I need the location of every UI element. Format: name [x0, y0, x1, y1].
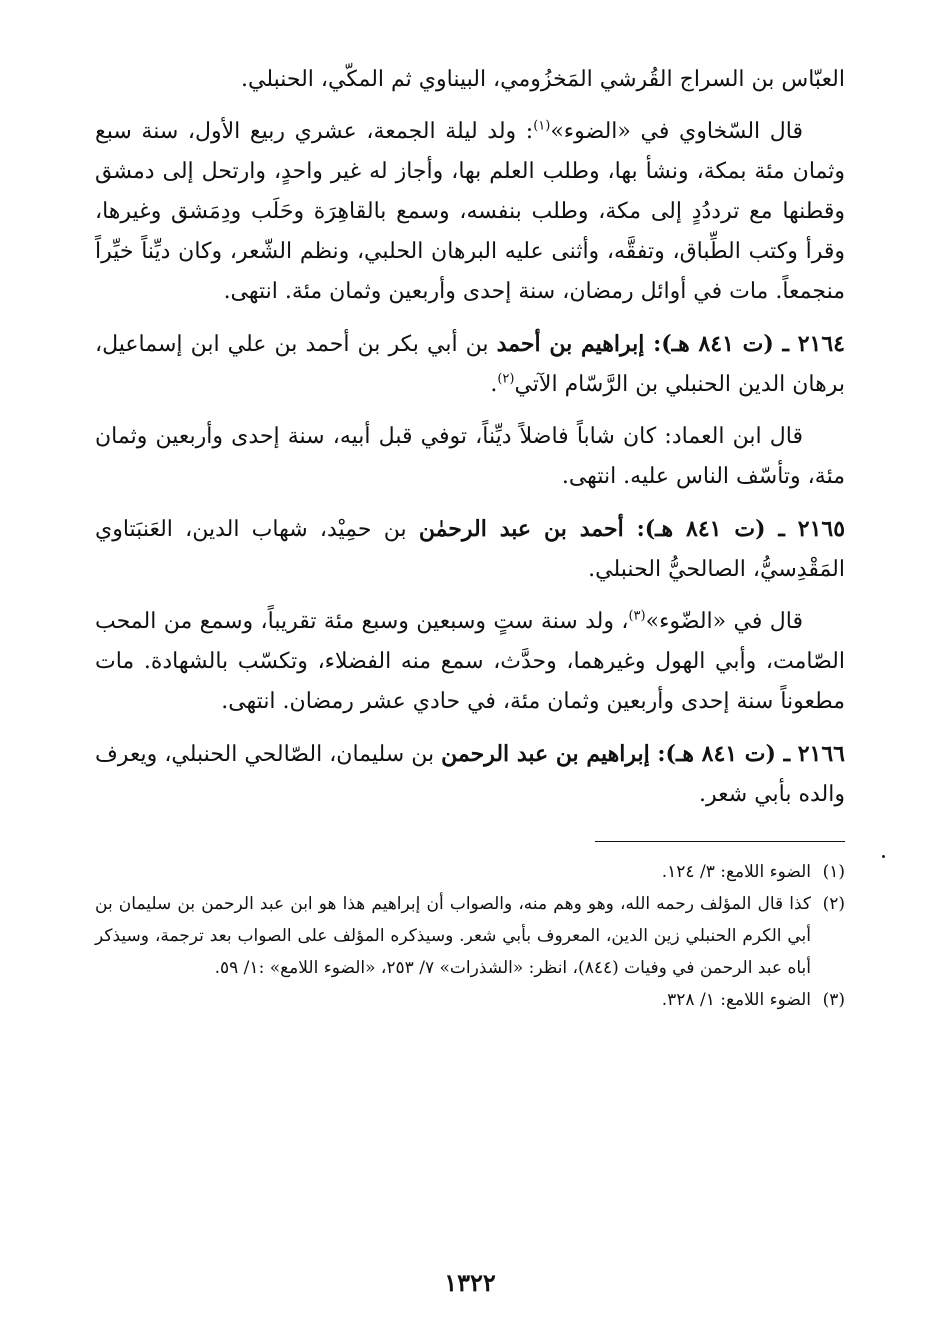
- footnote-text: الضوء اللامع: ٣/ ١٢٤.: [661, 862, 811, 882]
- paragraph-text: العبّاس بن السراج القُرشي المَخزُومي، البيناوي ثم المكّي، الحنبلي.: [241, 67, 845, 92]
- scan-speck: [882, 855, 885, 858]
- entry-2164: [95, 324, 845, 405]
- entry-text: .: [490, 372, 498, 397]
- footnote-3: [95, 984, 845, 1016]
- book-page: [95, 60, 845, 1016]
- footnote-ref-2: (٢): [497, 371, 515, 387]
- footnotes: [95, 856, 845, 1016]
- footnote-1: [95, 856, 845, 888]
- paragraph-text: قال السّخاوي في «الضوء»: [550, 119, 803, 144]
- footnote-divider: [595, 841, 845, 842]
- entry-heading: ٢١٦٥ ـ (ت ٨٤١ هـ): أحمد بن عبد الرحمٰن: [418, 516, 846, 542]
- entry-text: بن سليمان، الصّالحي الحنبلي، ويعرف والده بأبي شعر.: [95, 742, 845, 807]
- entry-text: بن حمِيْد، شهاب الدين، العَنبَتاوي المَقْدِسيُّ، الصالحيُّ الحنبلي.: [95, 517, 845, 582]
- paragraph-text: : ولد ليلة الجمعة، عشري ربيع الأول، سنة سبع وثمان مئة بمكة، ونشأ بها، وطلب العلم بها، وأجاز له غير واحدٍ، وارتحل إلى دمشق وقطنها مع ترددُدٍ إلى مكة، وطلب بنفسه، وسمع بالقاهِرَة وحَلَب ودِمَشق وغيرها، وقرأ وكتب الطِّباق، وتفقَّه، وأثنى عليه البرهان الحلبي، ونظم الشّعر، وكان ديِّناً خيِّراً منجمعاً. مات في أوائل رمضان، سنة إحدى وأربعين وثمان مئة. انتهى.: [95, 119, 845, 304]
- paragraph-text: ، ولد سنة ستٍ وسبعين وسبع مئة تقريباً، وسمع من المحب الصّامت، وأبي الهول وغيرهما، وحدَّث، سمع منه الفضلاء، وتكسّب بالشهادة. مات مطعوناً سنة إحدى وأربعين وثمان مئة، في حادي عشر رمضان. انتهى.: [95, 609, 845, 714]
- entry-text: بن أبي بكر بن أحمد بن علي ابن إسماعيل، برهان الدين الحنبلي بن الرَّسّام الآتي: [95, 332, 845, 397]
- footnote-number: (١): [822, 862, 845, 882]
- paragraph-text: قال في «الضّوء»: [645, 609, 803, 634]
- footnote-text: الضوء اللامع: ١/ ٣٢٨.: [661, 990, 811, 1010]
- paragraph-ibn-imad-quote: [95, 417, 845, 497]
- page-number: ١٣٢٢: [444, 1268, 496, 1297]
- entry-heading: ٢١٦٤ ـ (ت ٨٤١ هـ): إبراهيم بن أحمد: [496, 331, 845, 357]
- footnote-ref-3: (٣): [628, 608, 646, 624]
- entry-heading: ٢١٦٦ ـ (ت ٨٤١ هـ): إبراهيم بن عبد الرحمن: [441, 741, 845, 767]
- entry-2166: [95, 734, 845, 815]
- paragraph-sakhawi-quote: [95, 112, 845, 312]
- paragraph-daw-quote: [95, 602, 845, 722]
- footnote-2: [95, 888, 845, 984]
- footnote-ref-1: (١): [533, 118, 551, 134]
- paragraph-continuation: [95, 60, 845, 100]
- footnote-number: (٣): [822, 990, 845, 1010]
- footnote-text: كذا قال المؤلف رحمه الله، وهو وهم منه، والصواب أن إبراهيم هذا هو ابن عبد الرحمن بن سليمان بن أبي الكرم الحنبلي زين الدين، المعروف بأبي شعر. وسيذكره المؤلف على الصواب بعد ترجمة، وسيذكر أباه عبد الرحمن في وفيات (٨٤٤)، انظر: «الشذرات» ٧/ ٢٥٣، «الضوء اللامع» :١/ ٥٩.: [95, 894, 811, 978]
- entry-2165: [95, 509, 845, 590]
- paragraph-text: قال ابن العماد: كان شاباً فاضلاً ديِّناً، توفي قبل أبيه، سنة إحدى وأربعين وثمان مئة، وتأسّف الناس عليه. انتهى.: [95, 424, 845, 489]
- footnote-number: (٢): [822, 894, 845, 914]
